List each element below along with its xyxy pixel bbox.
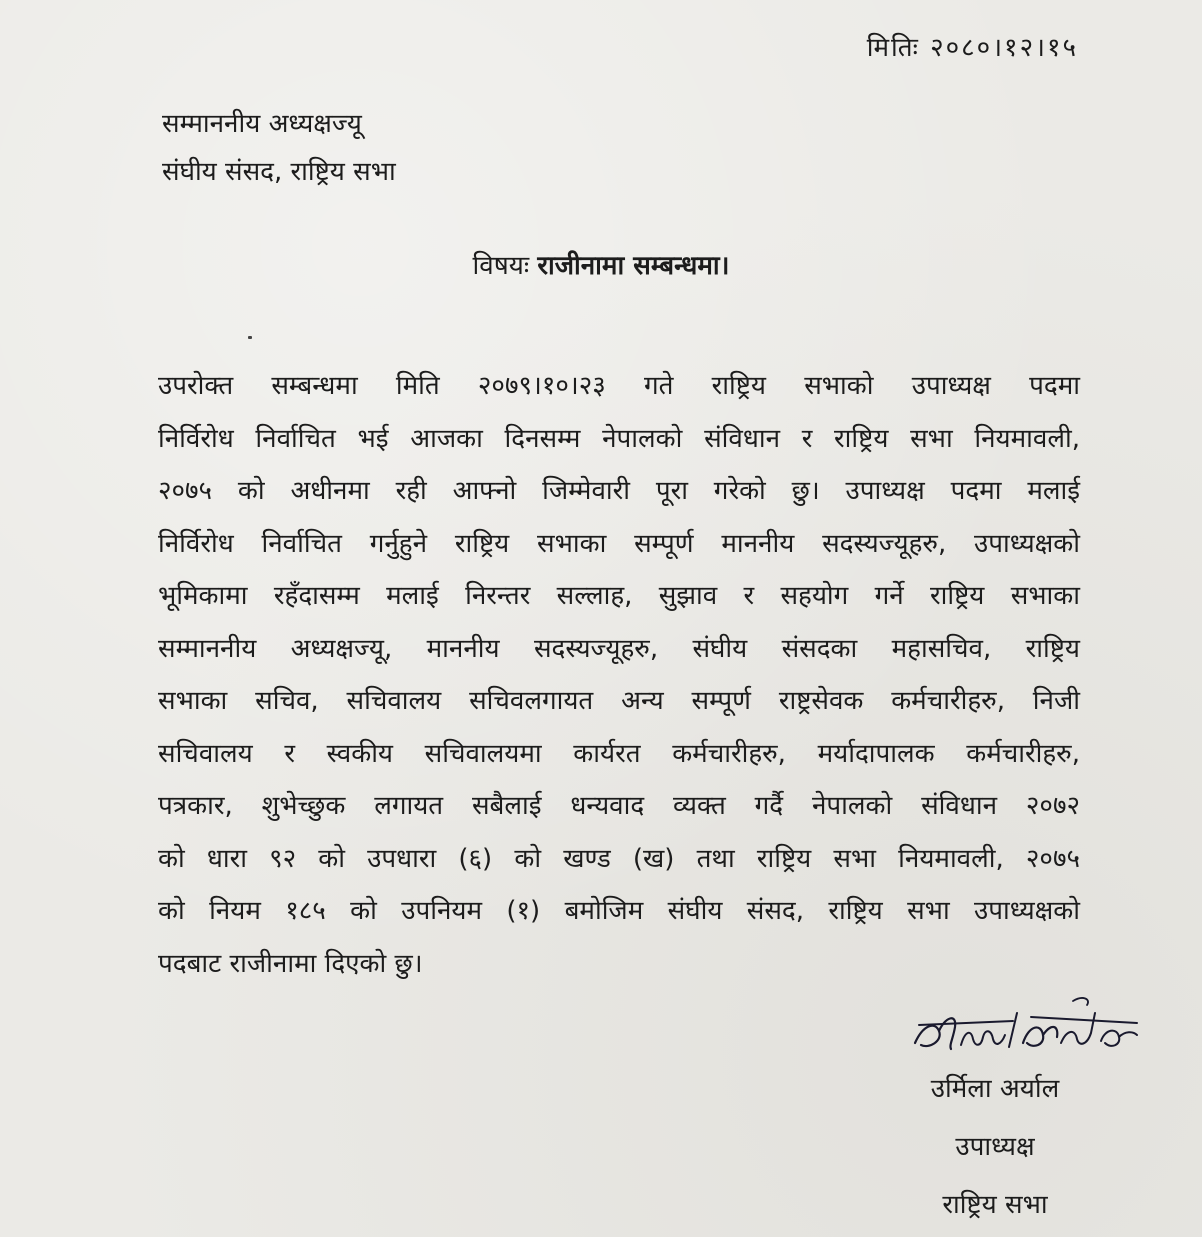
recipient-block xyxy=(162,100,396,196)
subject-text: राजीनामा सम्बन्धमा। xyxy=(537,251,730,281)
letter-date: मितिः २०८०।१२।१५ xyxy=(866,33,1078,63)
ink-dot xyxy=(248,336,252,339)
body-line: २०७५ को अधीनमा रही आफ्नो जिम्मेवारी पूरा गरेको छु। उपाध्यक्ष पदमा मलाई xyxy=(158,476,1080,506)
body-line: उपरोक्त सम्बन्धमा मिति २०७९।१०।२३ गते राष्ट्रिय सभाको उपाध्यक्ष पदमा xyxy=(158,371,1080,401)
body-line: सचिवालय र स्वकीय सचिवालयमा कार्यरत कर्मचारीहरु, मर्यादापालक कर्मचारीहरु, xyxy=(158,738,1080,769)
body-line: को नियम १८५ को उपनियम (१) बमोजिम संघीय संसद, राष्ट्रिय सभा उपाध्यक्षको xyxy=(158,896,1080,926)
signer-title: उपाध्यक्ष xyxy=(955,1132,1035,1162)
body-line: पत्रकार, शुभेच्छुक लगायत सबैलाई धन्यवाद व्यक्त गर्दै नेपालको संविधान २०७२ xyxy=(158,791,1080,821)
recipient-line-2: संघीय संसद, राष्ट्रिय सभा xyxy=(162,157,396,187)
subject-line xyxy=(0,246,1202,282)
body-line: पदबाट राजीनामा दिएको छु। xyxy=(158,948,423,979)
signer-organization: राष्ट्रिय सभा xyxy=(942,1190,1048,1220)
signer-name: उर्मिला अर्याल xyxy=(930,1074,1060,1104)
body-line: सभाका सचिव, सचिवालय सचिवलगायत अन्य सम्पूर्ण राष्ट्रसेवक कर्मचारीहरु, निजी xyxy=(158,686,1080,716)
body-line: निर्विरोध निर्वाचित भई आजका दिनसम्म नेपालको संविधान र राष्ट्रिय सभा नियमावली, xyxy=(158,423,1080,454)
signature-image xyxy=(905,995,1145,1065)
recipient-line-1: सम्माननीय अध्यक्षज्यू xyxy=(162,109,362,139)
signer-block xyxy=(880,1060,1110,1234)
body-line: निर्विरोध निर्वाचित गर्नुहुने राष्ट्रिय सभाका सम्पूर्ण माननीय सदस्यज्यूहरु, उपाध्यक्षको xyxy=(158,528,1080,559)
body-line: को धारा ९२ को उपधारा (६) को खण्ड (ख) तथा राष्ट्रिय सभा नियमावली, २०७५ xyxy=(158,843,1080,874)
body-line: भूमिकामा रहँदासम्म मलाई निरन्तर सल्लाह, सुझाव र सहयोग गर्ने राष्ट्रिय सभाका xyxy=(158,581,1080,611)
letter-body xyxy=(158,360,1080,990)
body-line: सम्माननीय अध्यक्षज्यू, माननीय सदस्यज्यूहरु, संघीय संसदका महासचिव, राष्ट्रिय xyxy=(158,633,1080,664)
subject-label: विषयः xyxy=(472,251,530,281)
